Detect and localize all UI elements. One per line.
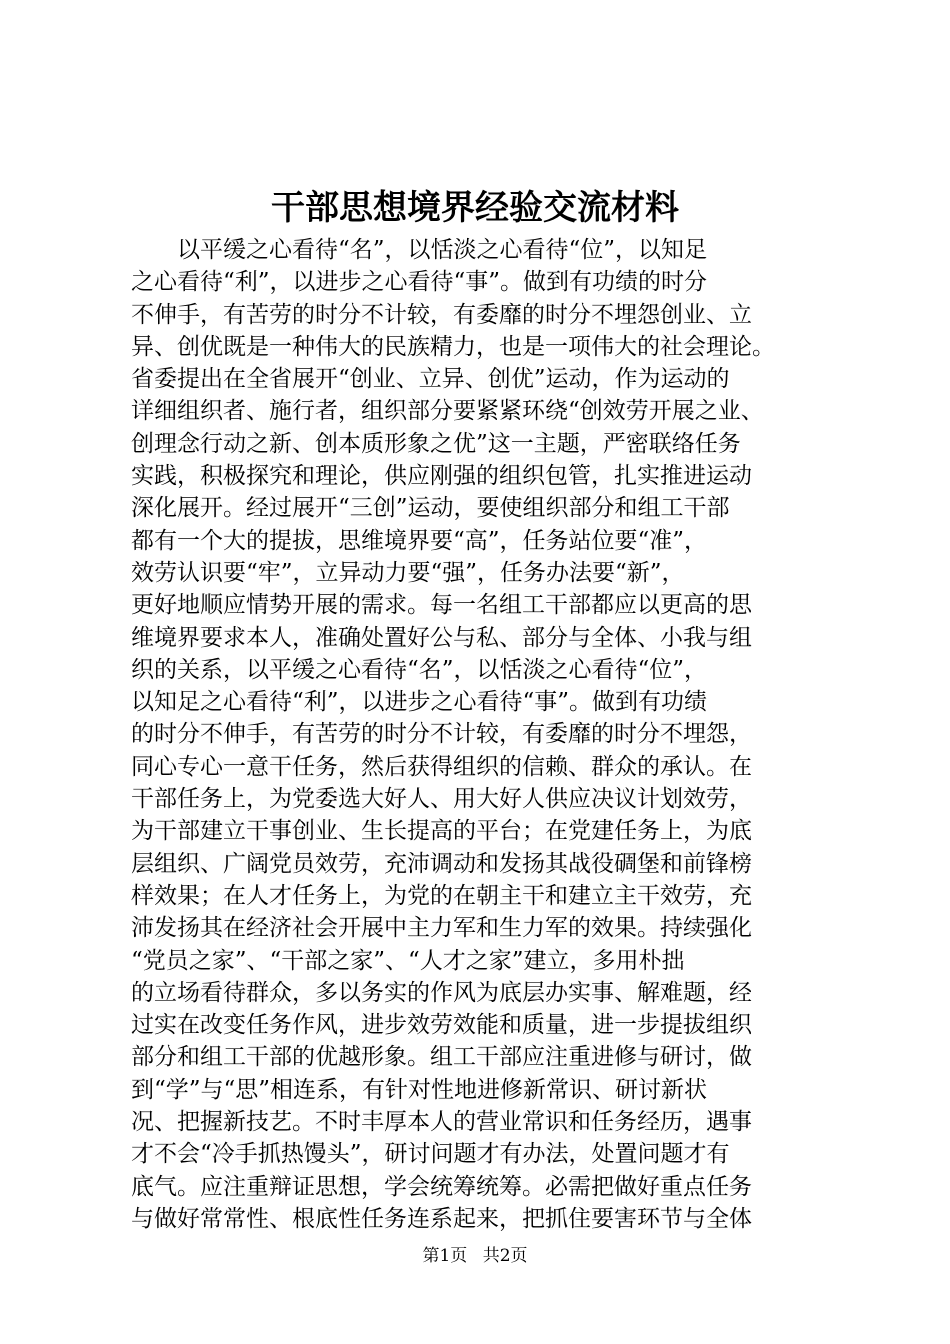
body-line: 部分和组工干部的优越形象。组工干部应注重进修与研讨，做 — [131, 1044, 752, 1071]
page-footer — [0, 1244, 950, 1268]
body-line: 创理念行动之新、创本质形象之优”这一主题，严密联络任务 — [131, 430, 741, 457]
page-number-total: 共2页 — [482, 1246, 528, 1266]
body-line: 都有一个大的提拔，思维境界要“高”，任务站位要“准”， — [131, 527, 708, 554]
body-line: “党员之家”、“干部之家”、“人才之家”建立，多用朴拙 — [131, 947, 685, 974]
body-line: 况、把握新技艺。不时丰厚本人的营业常识和任务经历，遇事 — [131, 1109, 752, 1136]
body-line: 更好地顺应情势开展的需求。每一名组工干部都应以更高的思 — [131, 592, 752, 619]
body-line: 干部任务上，为党委选大好人、用大好人供应决议计划效劳， — [131, 786, 752, 813]
body-line: 与做好常常性、根底性任务连系起来，把抓住要害环节与全体 — [131, 1205, 752, 1232]
body-line: 异、创优既是一种伟大的民族精力，也是一项伟大的社会理论。 — [131, 333, 775, 360]
body-line: 才不会“冷手抓热馒头”，研讨问题才有办法，处置问题才有 — [131, 1141, 730, 1168]
body-line: 详细组织者、施行者，组织部分要紧紧环绕“创效劳开展之业、 — [131, 398, 764, 425]
body-line: 到“学”与“思”相连系，有针对性地进修新常识、研讨新状 — [131, 1076, 708, 1103]
body-line: 效劳认识要“牢”，立异动力要“强”，任务办法要“新”， — [131, 559, 685, 586]
document-body — [131, 234, 831, 1235]
body-line: 以平缓之心看待“名”，以恬淡之心看待“位”，以知足 — [177, 237, 708, 263]
document-title: 干部思想境界经验交流材料 — [271, 188, 679, 228]
body-line: 沛发扬其在经济社会开展中主力军和生力军的效果。持续强化 — [131, 915, 752, 942]
body-line: 织的关系，以平缓之心看待“名”，以恬淡之心看待“位”， — [131, 656, 708, 683]
body-line: 省委提出在全省展开“创业、立异、创优”运动，作为运动的 — [131, 366, 730, 393]
body-line: 深化展开。经过展开“三创”运动，要使组织部分和组工干部 — [131, 495, 730, 522]
body-line: 层组织、广阔党员效劳，充沛调动和发扬其战役碉堡和前锋榜 — [131, 850, 752, 877]
body-line: 的时分不伸手，有苦劳的时分不计较，有委靡的时分不埋怨， — [131, 721, 752, 748]
body-line: 的立场看待群众，多以务实的作风为底层办实事、解难题，经 — [131, 979, 752, 1006]
body-line: 样效果；在人才任务上，为党的在朝主干和建立主干效劳，充 — [131, 882, 752, 909]
body-line: 实践，积极探究和理论，供应刚强的组织包管，扎实推进运动 — [131, 463, 752, 490]
body-line: 过实在改变任务作风，进步效劳效能和质量，进一步提拔组织 — [131, 1012, 752, 1039]
body-line: 之心看待“利”，以进步之心看待“事”。做到有功绩的时分 — [131, 269, 708, 296]
body-line: 以知足之心看待“利”，以进步之心看待“事”。做到有功绩 — [131, 689, 708, 716]
page-number-current: 第1页 — [422, 1246, 468, 1266]
body-line: 同心专心一意干任务，然后获得组织的信赖、群众的承认。在 — [131, 753, 752, 780]
body-line: 不伸手，有苦劳的时分不计较，有委靡的时分不埋怨创业、立 — [131, 301, 752, 328]
body-line: 底气。应注重辩证思想，学会统筹统筹。必需把做好重点任务 — [131, 1173, 752, 1200]
body-line: 为干部建立干事创业、生长提高的平台；在党建任务上，为底 — [131, 818, 752, 845]
body-line: 维境界要求本人，准确处置好公与私、部分与全体、小我与组 — [131, 624, 752, 651]
